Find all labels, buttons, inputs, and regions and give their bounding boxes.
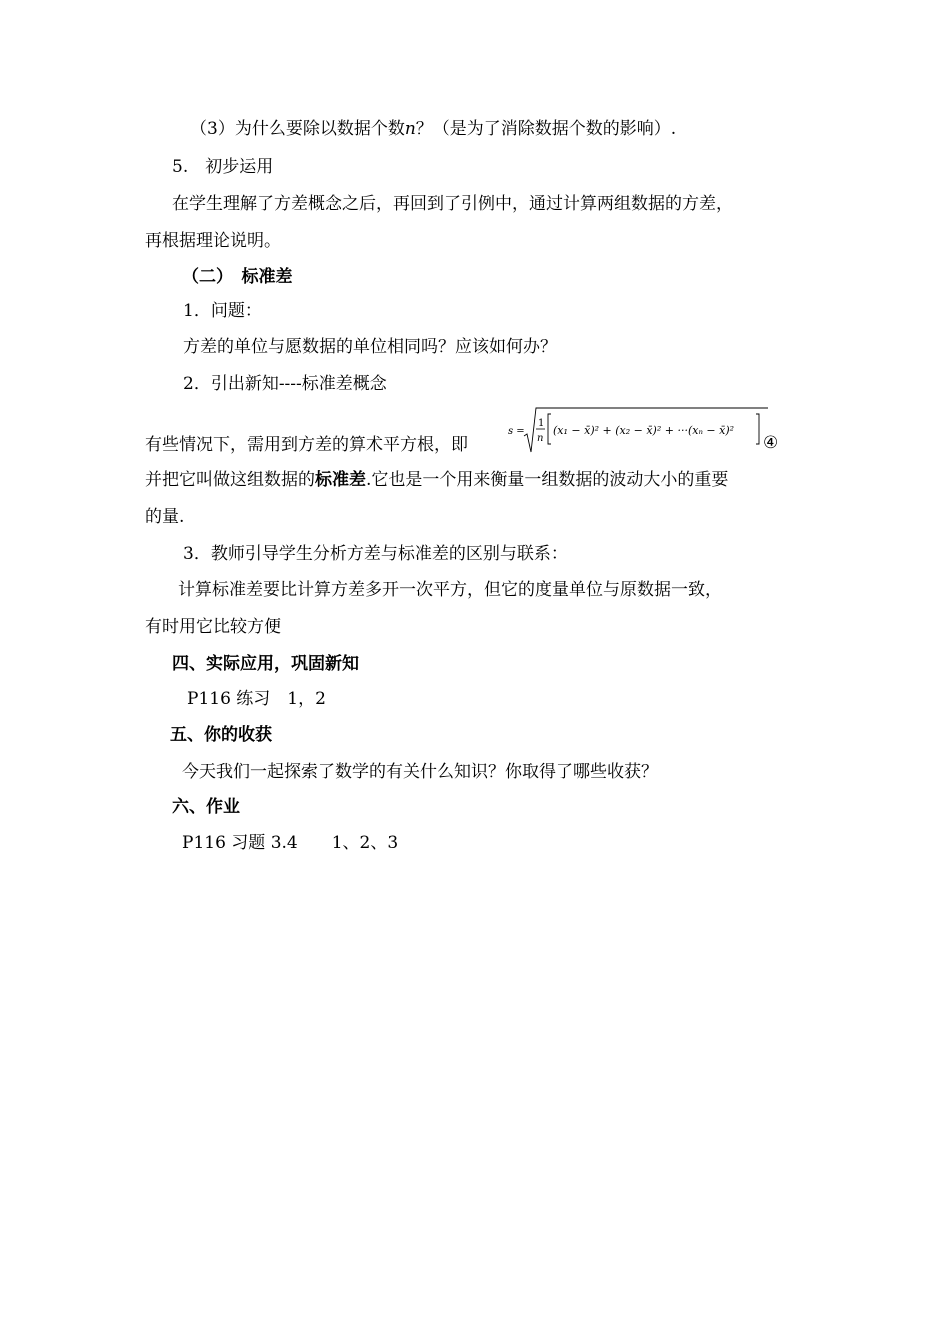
item-3-heading: 3．教师引导学生分析方差与标准差的区别与联系： bbox=[183, 544, 568, 564]
right-bracket bbox=[756, 414, 759, 444]
fraction-numerator: 1 bbox=[538, 418, 545, 429]
paragraph-2-line-3: 的量. bbox=[145, 507, 185, 527]
paragraph-1-line-2: 再根据理论说明。 bbox=[145, 231, 281, 251]
definition-prefix: 并把它叫做这组数据的 bbox=[145, 470, 315, 490]
paragraph-2-line-2 bbox=[145, 469, 728, 491]
reflection-question: 今天我们一起探索了数学的有关什么知识？你取得了哪些收获？ bbox=[182, 762, 658, 782]
definition-suffix: .它也是一个用来衡量一组数据的波动大小的重要 bbox=[366, 470, 729, 490]
standard-deviation-formula bbox=[506, 404, 768, 456]
item-1-question: 方差的单位与愿数据的单位相同吗？应该如何办？ bbox=[183, 337, 557, 357]
question-3-text: （3）为什么要除以数据个数 bbox=[190, 119, 405, 139]
paragraph-2-line-1: 有些情况下，需用到方差的算术平方根，即 bbox=[145, 435, 468, 455]
paragraph-3-line-1: 计算标准差要比计算方差多开一次平方，但它的度量单位与原数据一致， bbox=[178, 580, 722, 600]
section-2-heading: （二） 标准差 bbox=[182, 267, 293, 287]
question-3-answer: ？（是为了消除数据个数的影响）. bbox=[415, 119, 677, 139]
question-3 bbox=[190, 118, 676, 140]
formula-lhs: s = bbox=[508, 426, 525, 437]
paragraph-3-line-2: 有时用它比较方便 bbox=[145, 617, 281, 637]
left-bracket bbox=[548, 414, 551, 444]
section-5-heading: 五、你的收获 bbox=[170, 725, 272, 745]
section-6-heading: 六、作业 bbox=[172, 797, 240, 817]
section-4-heading: 四、实际应用，巩固新知 bbox=[172, 654, 359, 674]
item-2-heading: 2．引出新知----标准差概念 bbox=[183, 374, 387, 394]
term-standard-deviation: 标准差 bbox=[315, 470, 366, 490]
item-1-heading: 1．问题： bbox=[183, 301, 262, 321]
equation-number: ④ bbox=[763, 433, 779, 453]
fraction-denominator: n bbox=[537, 433, 544, 444]
variable-n: n bbox=[404, 119, 416, 139]
homework-line: P116 习题 3.4 1、2、3 bbox=[182, 833, 399, 853]
exercise-line: P116 练习 1，2 bbox=[187, 689, 326, 709]
step-5-heading: 5. 初步运用 bbox=[172, 157, 274, 177]
paragraph-1-line-1: 在学生理解了方差概念之后，再回到了引例中，通过计算两组数据的方差， bbox=[172, 194, 733, 214]
formula-body: (x₁ − x̄)² + (x₂ − x̄)² + ···(xₙ − x̄)² bbox=[553, 424, 735, 437]
